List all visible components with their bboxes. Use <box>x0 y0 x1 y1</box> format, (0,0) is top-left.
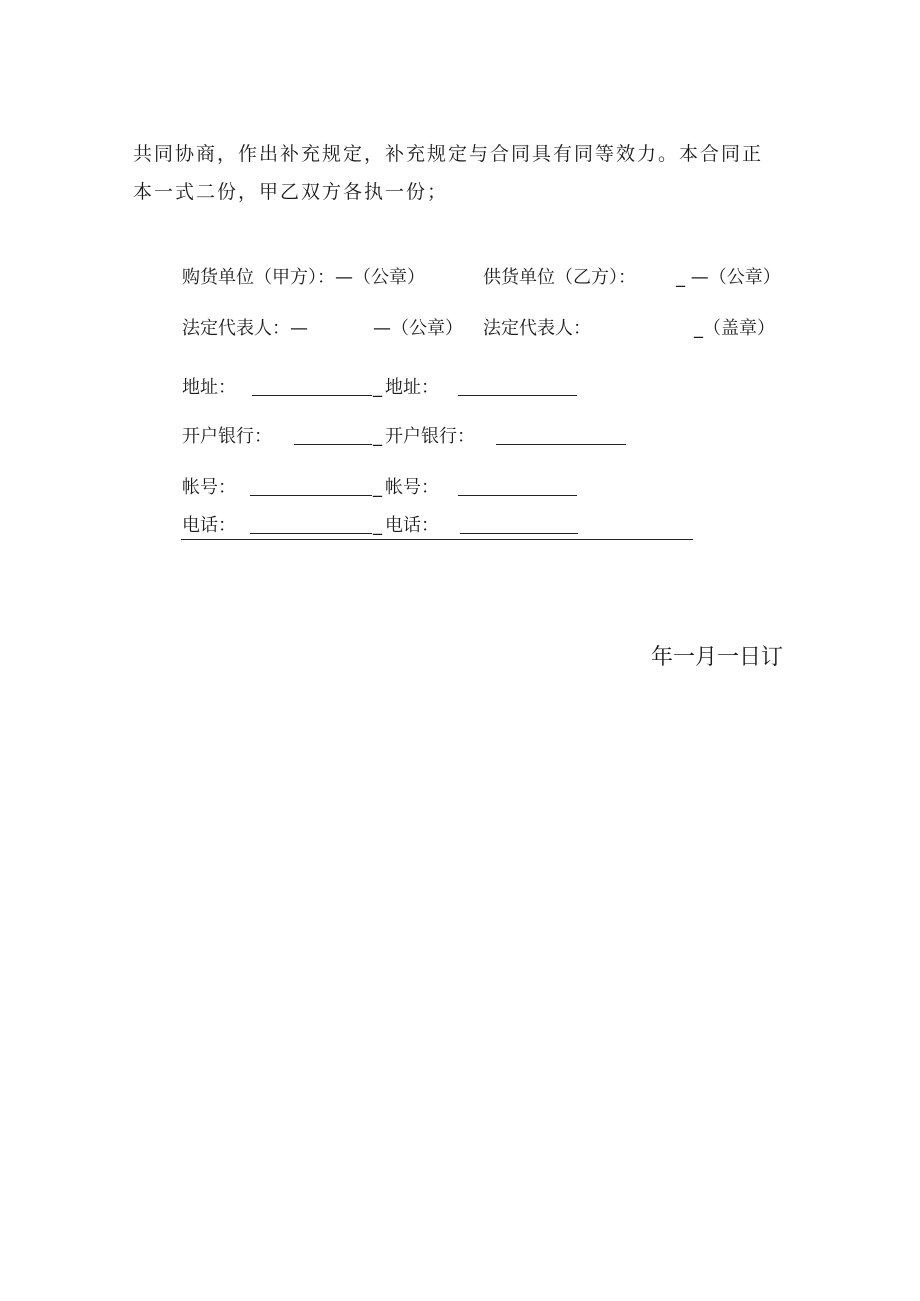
phone-blank-right <box>460 533 578 534</box>
bank-blank-right <box>496 444 626 445</box>
supplier-label: 供货单位（乙方）： <box>483 267 636 288</box>
account-blank-left <box>250 495 372 496</box>
rep-left-seal: —（公章） <box>373 318 463 339</box>
phone-label-left: 电话： <box>182 515 236 536</box>
date-line: 年一月一日订 <box>651 645 784 670</box>
underscore-separator: _ <box>373 377 382 398</box>
address-blank-right <box>458 395 577 396</box>
phone-blank-left <box>250 533 372 534</box>
underscore-separator: _ <box>373 515 382 536</box>
rep-right-seal: _（盖章） <box>694 318 775 339</box>
rep-right-seal-clipped <box>694 317 775 348</box>
buyer-label: 购货单位（甲方）：—（公章） <box>182 267 425 288</box>
paragraph-line-2: 本一式二份，甲乙双方各执一份； <box>133 181 449 203</box>
supplier-seal: _ —（公章） <box>676 267 781 288</box>
account-blank-right <box>458 495 577 496</box>
account-label-left: 帐号： <box>182 477 236 498</box>
phone-label-right: 电话： <box>385 515 439 536</box>
signature-underline <box>181 539 693 540</box>
paragraph-line-1: 共同协商，作出补充规定，补充规定与合同具有同等效力。本合同正 <box>133 143 764 165</box>
bank-label-left: 开户银行： <box>182 426 272 447</box>
rep-left-label: 法定代表人：— <box>182 318 308 339</box>
address-label-right: 地址： <box>385 377 439 398</box>
underscore-separator: _ <box>373 426 382 447</box>
address-label-left: 地址： <box>182 377 236 398</box>
underscore-separator: _ <box>373 477 382 498</box>
rep-right-label: 法定代表人： <box>483 318 591 339</box>
supplier-seal-clipped <box>676 266 781 296</box>
account-label-right: 帐号： <box>385 477 439 498</box>
address-blank-left <box>252 395 372 396</box>
bank-blank-left <box>294 444 372 445</box>
bank-label-right: 开户银行： <box>385 426 475 447</box>
